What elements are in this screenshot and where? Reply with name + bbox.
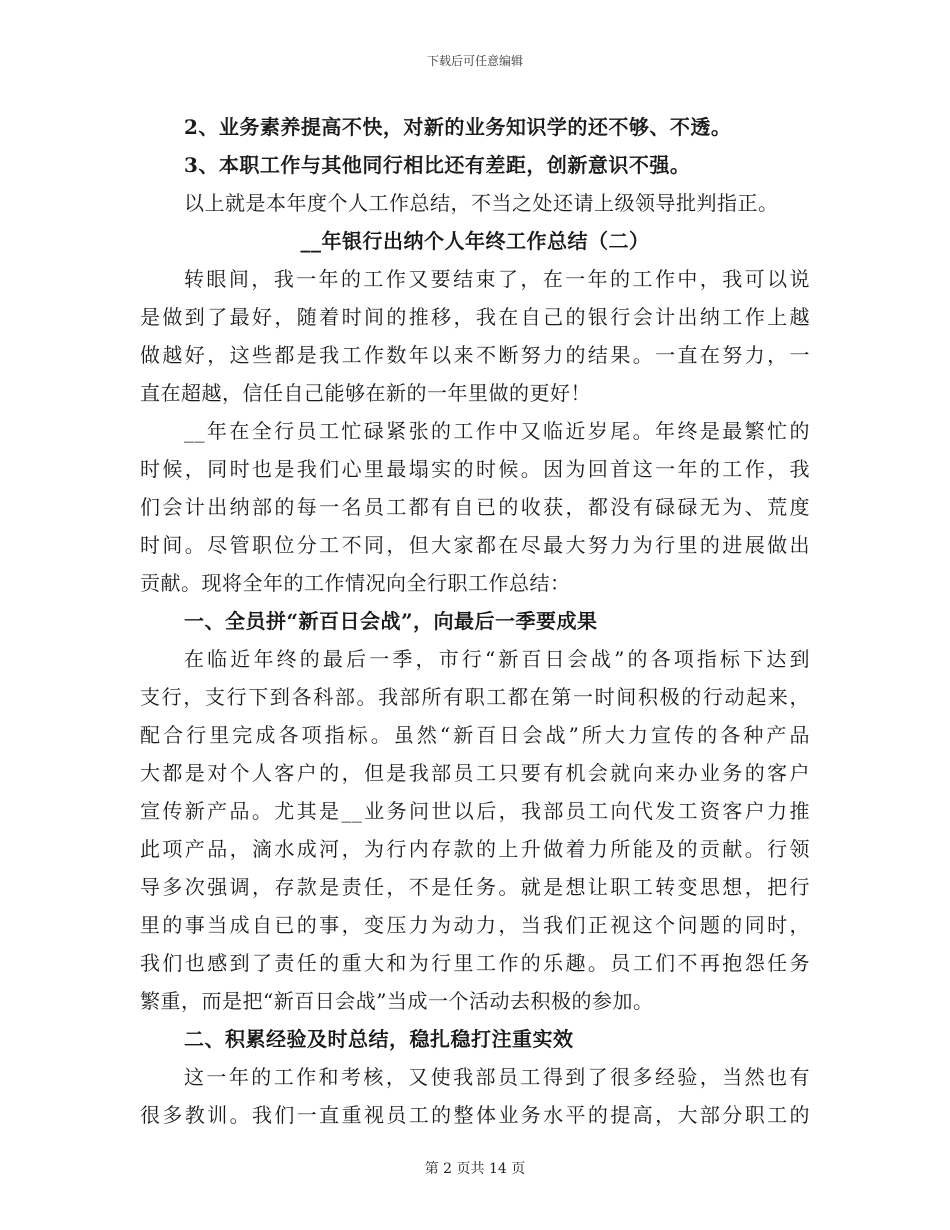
heading-one: 一、全员拼“新百日会战”，向最后一季要成果 xyxy=(184,609,598,633)
paragraph-line: 支行，支行下到各科部。我部所有职工都在第一时间积极的行动起来， xyxy=(140,685,810,709)
paragraph-line: 贡献。现将全年的工作情况向全行职工作总结： xyxy=(140,571,571,595)
paragraph-line: 时候，同时也是我们心里最塌实的时候。因为回首这一年的工作，我 xyxy=(140,457,810,481)
paragraph-line: 时间。尽管职位分工不同，但大家都在尽最大努力为行里的进展做出 xyxy=(140,533,810,557)
closing-sentence: 以上就是本年度个人工作总结，不当之处还请上级领导批判指正。 xyxy=(184,191,779,215)
page-number: 第 2 页共 14 页 xyxy=(424,1161,526,1177)
paragraph-line: 此项产品，滴水成河，为行内存款的上升做着力所能及的贡献。行领 xyxy=(140,837,810,861)
paragraph-line: 里的事当成自已的事，变压力为动力，当我们正视这个问题的同时， xyxy=(140,913,810,937)
paragraph-line: 大都是对个人客户的，但是我部员工只要有机会就向来办业务的客户 xyxy=(140,761,810,785)
paragraph-line: 在临近年终的最后一季，市行“新百日会战”的各项指标下达到 xyxy=(184,647,810,671)
paragraph-line: __年在全行员工忙碌紧张的工作中又临近岁尾。年终是最繁忙的 xyxy=(184,419,810,443)
paragraph-line: 转眼间，我一年的工作又要结束了，在一年的工作中，我可以说 xyxy=(184,267,810,291)
paragraph-line: 做越好，这些都是我工作数年以来不断努力的结果。一直在努力，一 xyxy=(140,343,810,367)
paragraph-line: 直在超越，信任自己能够在新的一年里做的更好！ xyxy=(140,381,591,405)
weakness-item-2: 2、业务素养提高不快，对新的业务知识学的还不够、不透。 xyxy=(184,115,732,139)
section-title: __年银行出纳个人年终工作总结（二） xyxy=(300,229,650,253)
paragraph-line: 我们也感到了责任的重大和为行里工作的乐趣。员工们不再抱怨任务 xyxy=(140,951,810,975)
paragraph-line: 这一年的工作和考核，又使我部员工得到了很多经验，当然也有 xyxy=(184,1065,810,1089)
paragraph-line: 繁重，而是把“新百日会战”当成一个活动去积极的参加。 xyxy=(140,989,654,1013)
paragraph-line: 很多教训。我们一直重视员工的整体业务水平的提高，大部分职工的 xyxy=(140,1103,810,1127)
paragraph-line: 们会计出纳部的每一名员工都有自已的收获，都没有碌碌无为、荒度 xyxy=(140,495,810,519)
paragraph-line: 导多次强调，存款是责任，不是任务。就是想让职工转变思想，把行 xyxy=(140,875,810,899)
paragraph-line: 是做到了最好，随着时间的推移，我在自己的银行会计出纳工作上越 xyxy=(140,305,810,329)
header-note: 下载后可任意编辑 xyxy=(426,54,523,68)
paragraph-line: 宣传新产品。尤其是__业务问世以后，我部员工向代发工资客户力推 xyxy=(140,799,810,823)
document-body xyxy=(140,108,810,1134)
weakness-item-3: 3、本职工作与其他同行相比还有差距，创新意识不强。 xyxy=(184,153,691,177)
paragraph-line: 配合行里完成各项指标。虽然“新百日会战”所大力宣传的各种产品 xyxy=(140,723,810,747)
heading-two: 二、积累经验及时总结，稳扎稳打注重实效 xyxy=(184,1027,574,1051)
